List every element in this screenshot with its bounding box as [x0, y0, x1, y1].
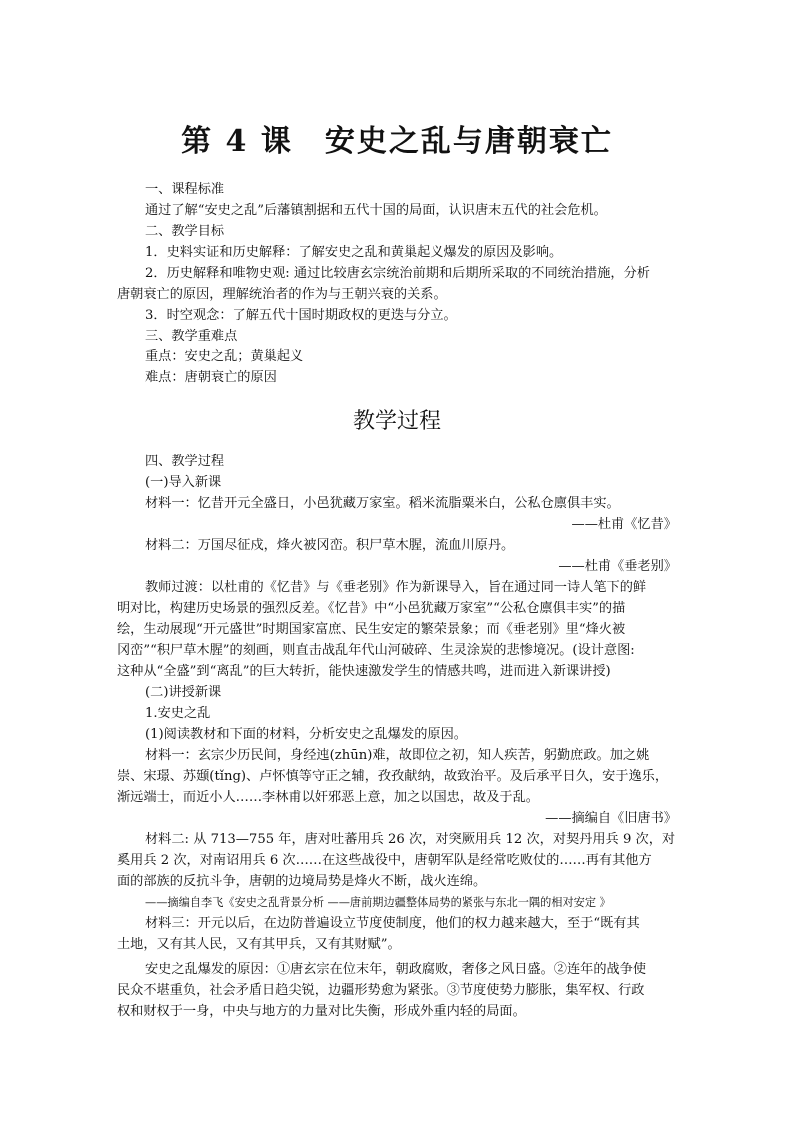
transition-line-2: 明对比，构建历史场景的强烈反差。《忆昔》中“小邑犹藏万家室”“公私仓廪俱丰实”的描: [117, 601, 626, 616]
transition-line-3: 绘，生动展现“开元盛世”时期国家富庶、民生安定的繁荣景象；而《垂老别》里“烽火被: [117, 622, 626, 637]
difficult-point: 难点：唐朝衰亡的原因: [145, 370, 277, 385]
heading-key-points: 三、教学重难点: [145, 329, 238, 344]
course-standard-text: 通过了解“安史之乱”后藩镇割据和五代十国的局面，认识唐末五代的社会危机。: [145, 203, 607, 218]
heading-teaching-goals: 二、教学目标: [145, 224, 225, 239]
topic-an-shi-rebellion: 1.安史之乱: [145, 706, 211, 721]
source-3-line-2: 土地，又有其人民，又有其甲兵，又有其财赋”。: [117, 937, 401, 952]
source-2-citation: ——摘编自李飞《安史之乱背景分析 ——唐前期边疆整体局势的紧张与东北一隅的相对安定 》: [145, 896, 611, 909]
key-point: 重点：安史之乱；黄巢起义: [145, 349, 304, 364]
source-2-line-2: 奚用兵 2 次，对南诏用兵 6 次……在这些战役中，唐朝军队是经常吃败仗的……再有其他方: [117, 853, 652, 868]
material-1-source: ——杜甫《忆昔》: [571, 517, 677, 532]
source-1-line-2: 崇、宋璟、苏颋(tǐng)、卢怀慎等守正之辅，孜孜献纳，故致治平。及后承平日久，安于逸乐，: [117, 769, 669, 784]
source-1-line-3: 渐远端士，而近小人……李林甫以奸邪恶上意，加之以国忠，故及于乱。: [117, 790, 539, 805]
material-2-poem: 材料二：万国尽征戍，烽火被冈峦。积尸草木腥，流血川原丹。: [145, 538, 515, 553]
subheading-new-lesson: (二)讲授新课: [145, 685, 222, 700]
causes-line-1: 安史之乱爆发的原因：①唐玄宗在位末年，朝政腐败，奢侈之风日盛。②连年的战争使: [145, 962, 647, 977]
source-1-line-1: 材料一：玄宗少历民间，身经迍(zhūn)难，故即位之初，知人疾苦，躬勤庶政。加之姚: [145, 748, 650, 763]
source-2-line-3: 面的部族的反抗斗争，唐朝的边境局势是烽火不断，战火连绵。: [117, 874, 487, 889]
goal-2-line-1: 2．历史解释和唯物史观: 通过比较唐玄宗统治前期和后期所采取的不同统治措施，分析: [145, 266, 650, 281]
causes-line-3: 权和财权于一身，中央与地方的力量对比失衡，形成外重内轻的局面。: [117, 1004, 526, 1019]
transition-line-1: 教师过渡：以杜甫的《忆昔》与《垂老别》作为新课导入，旨在通过同一诗人笔下的鲜: [145, 580, 647, 595]
goal-3: 3．时空观念：了解五代十国时期政权的更迭与分立。: [145, 308, 457, 323]
section-title-teaching-process: 教学过程: [352, 409, 441, 434]
goal-1: 1．史料实证和历史解释：了解安史之乱和黄巢起义爆发的原因及影响。: [145, 245, 563, 260]
goal-2-line-2: 唐朝衰亡的原因，理解统治者的作为与王朝兴衰的关系。: [117, 287, 447, 302]
source-1-citation: ——摘编自《旧唐书》: [545, 811, 677, 826]
source-2-line-1: 材料二: 从 713—755 年，唐对吐蕃用兵 26 次，对突厥用兵 12 次，对契丹用兵 9 次，对: [145, 832, 676, 847]
heading-course-standard: 一、课程标准: [145, 182, 225, 197]
material-1-poem: 材料一：忆昔开元全盛日，小邑犹藏万家室。稻米流脂粟米白，公私仓廪俱丰实。: [145, 496, 620, 511]
subheading-intro: (一)导入新课: [145, 475, 222, 490]
transition-line-5: 这种从“全盛”到“离乱”的巨大转折，能快速激发学生的情感共鸣，进而进入新课讲授): [117, 664, 611, 679]
material-2-source: ——杜甫《垂老别》: [558, 559, 677, 574]
task-1: (1)阅读教材和下面的材料，分析安史之乱爆发的原因。: [145, 727, 467, 742]
causes-line-2: 民众不堪重负，社会矛盾日趋尖锐，边疆形势愈为紧张。③节度使势力膨胀，集军权、行政: [117, 983, 645, 998]
lesson-title: 第 4 课 安史之乱与唐朝衰亡: [181, 124, 613, 159]
transition-line-4: 冈峦”“积尸草木腥”的刻画，则直击战乱年代山河破碎、生灵涂炭的悲惨境况。(设计意图:: [117, 643, 635, 658]
heading-teaching-process: 四、教学过程: [145, 454, 225, 469]
source-3-line-1: 材料三：开元以后，在边防普遍设立节度使制度，他们的权力越来越大，至于“既有其: [145, 916, 640, 931]
